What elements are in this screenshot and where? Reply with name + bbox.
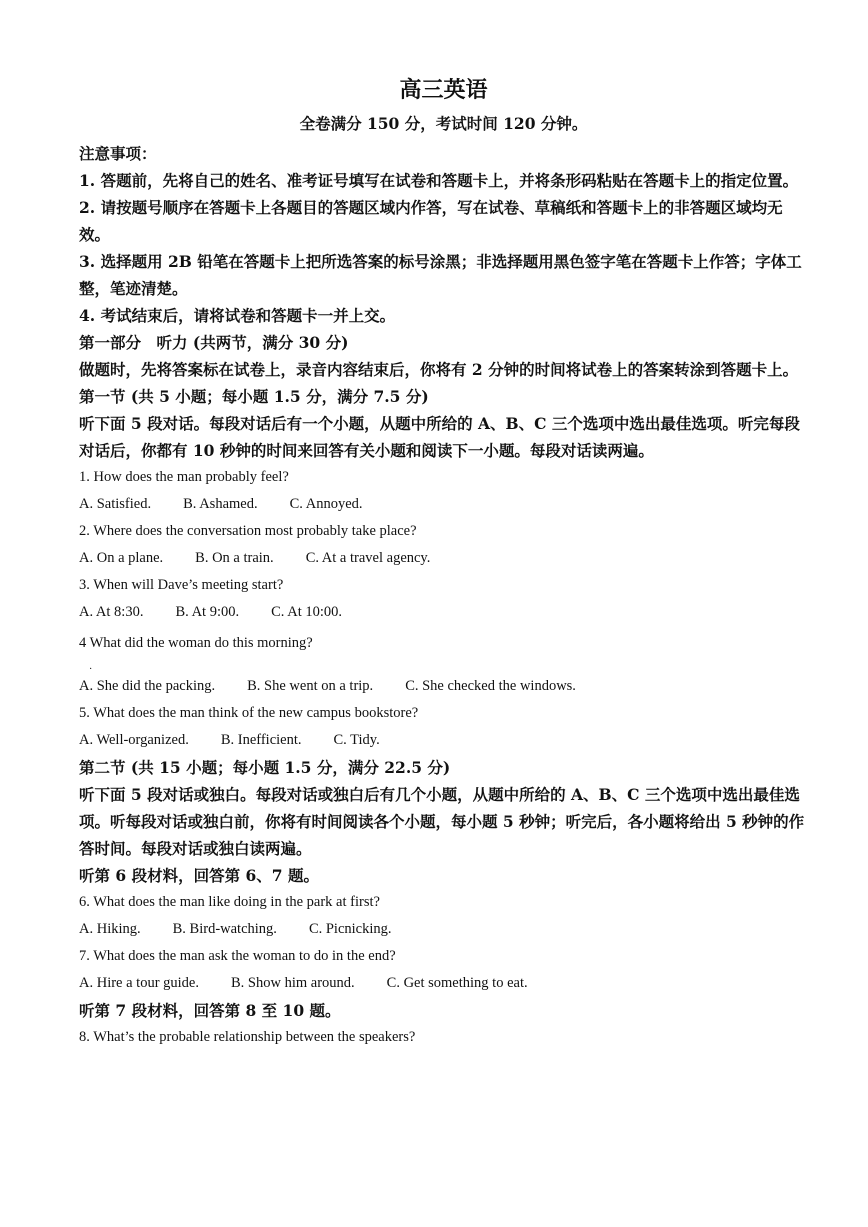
options-3 bbox=[79, 599, 808, 626]
group6-heading: 听第 6 段材料，回答第 6、7 题。 bbox=[79, 866, 319, 885]
options-6 bbox=[79, 916, 808, 943]
question-3: 3. When will Dave’s meeting start? bbox=[79, 577, 284, 593]
option-c: C. Picnicking. bbox=[308, 921, 392, 937]
stray-dot: · bbox=[89, 664, 93, 675]
exam-title: 高三英语 bbox=[399, 77, 488, 103]
option-a: A. She did the packing. bbox=[79, 678, 216, 694]
notice-heading: 注意事项： bbox=[79, 144, 157, 163]
question-4: 4 What did the woman do this morning? bbox=[79, 635, 313, 651]
part1-heading: 第一部分 听力 (共两节，满分 30 分) bbox=[79, 333, 349, 352]
option-a: A. On a plane. bbox=[79, 550, 164, 566]
option-c: C. Tidy. bbox=[333, 732, 380, 748]
option-c: C. She checked the windows. bbox=[405, 678, 576, 694]
option-a: A. At 8:30. bbox=[79, 604, 144, 620]
question-8: 8. What’s the probable relationship between the speakers? bbox=[79, 1029, 416, 1045]
group7-heading: 听第 7 段材料，回答第 8 至 10 题。 bbox=[79, 1001, 341, 1020]
option-b: B. On a train. bbox=[195, 550, 274, 566]
option-b: B. She went on a trip. bbox=[247, 678, 374, 694]
section1-heading: 第一节 (共 5 小题；每小题 1.5 分，满分 7.5 分) bbox=[79, 387, 429, 406]
options-1 bbox=[79, 491, 808, 518]
question-7: 7. What does the man ask the woman to do in the end? bbox=[79, 948, 396, 964]
option-b: B. Bird-watching. bbox=[172, 921, 277, 937]
notice-item: 4. 考试结束后，请将试卷和答题卡一并上交。 bbox=[79, 306, 396, 325]
option-b: B. Show him around. bbox=[231, 975, 355, 991]
question-6: 6. What does the man like doing in the park at first? bbox=[79, 894, 380, 910]
option-a: A. Hiking. bbox=[79, 921, 141, 937]
options-4 bbox=[79, 673, 808, 700]
section2-instruction: 听下面 5 段对话或独白。每段对话或独白后有几个小题，从题中所给的 A、B、C 三个选项中选出最佳选项。听每段对话或独白前，你将有时间阅读各个小题，每小题 5 秒钟；听完后，各小题将给出 5 秒钟的作答时间。每段对话或独白读两遍。 bbox=[79, 785, 805, 858]
section2-heading: 第二节 (共 15 小题；每小题 1.5 分，满分 22.5 分) bbox=[79, 758, 451, 777]
option-c: C. At a travel agency. bbox=[305, 550, 431, 566]
option-a: A. Satisfied. bbox=[79, 496, 152, 512]
section1-instruction: 听下面 5 段对话。每段对话后有一个小题，从题中所给的 A、B、C 三个选项中选出最佳选项。听完每段对话后，你都有 10 秒钟的时间来回答有关小题和阅读下一小题。每段对话读两遍。 bbox=[79, 414, 800, 460]
part1-instruction: 做题时，先将答案标在试卷上，录音内容结束后，你将有 2 分钟的时间将试卷上的答案转涂到答题卡上。 bbox=[79, 360, 799, 379]
option-b: B. Inefficient. bbox=[220, 732, 302, 748]
option-b: B. At 9:00. bbox=[175, 604, 240, 620]
question-2: 2. Where does the conversation most probably take place? bbox=[79, 523, 417, 539]
options-7 bbox=[79, 970, 808, 997]
notice-item: 1. 答题前，先将自己的姓名、准考证号填写在试卷和答题卡上，并将条形码粘贴在答题卡上的指定位置。 bbox=[79, 171, 799, 190]
option-b: B. Ashamed. bbox=[183, 496, 258, 512]
options-5 bbox=[79, 727, 808, 754]
options-2 bbox=[79, 545, 808, 572]
option-a: A. Hire a tour guide. bbox=[79, 975, 199, 991]
notice-item: 2. 请按题号顺序在答题卡上各题目的答题区域内作答，写在试卷、草稿纸和答题卡上的非答题区域均无效。 bbox=[79, 198, 783, 244]
exam-subtitle: 全卷满分 150 分，考试时间 120 分钟。 bbox=[299, 114, 588, 133]
option-a: A. Well-organized. bbox=[79, 732, 189, 748]
question-5: 5. What does the man think of the new campus bookstore? bbox=[79, 705, 419, 721]
stray-mark bbox=[79, 657, 808, 673]
question-1: 1. How does the man probably feel? bbox=[79, 469, 289, 485]
option-c: C. Annoyed. bbox=[289, 496, 363, 512]
option-c: C. Get something to eat. bbox=[386, 975, 528, 991]
notice-item: 3. 选择题用 2B 铅笔在答题卡上把所选答案的标号涂黑；非选择题用黑色签字笔在答题卡上作答；字体工整，笔迹清楚。 bbox=[79, 252, 802, 298]
option-c: C. At 10:00. bbox=[271, 604, 343, 620]
